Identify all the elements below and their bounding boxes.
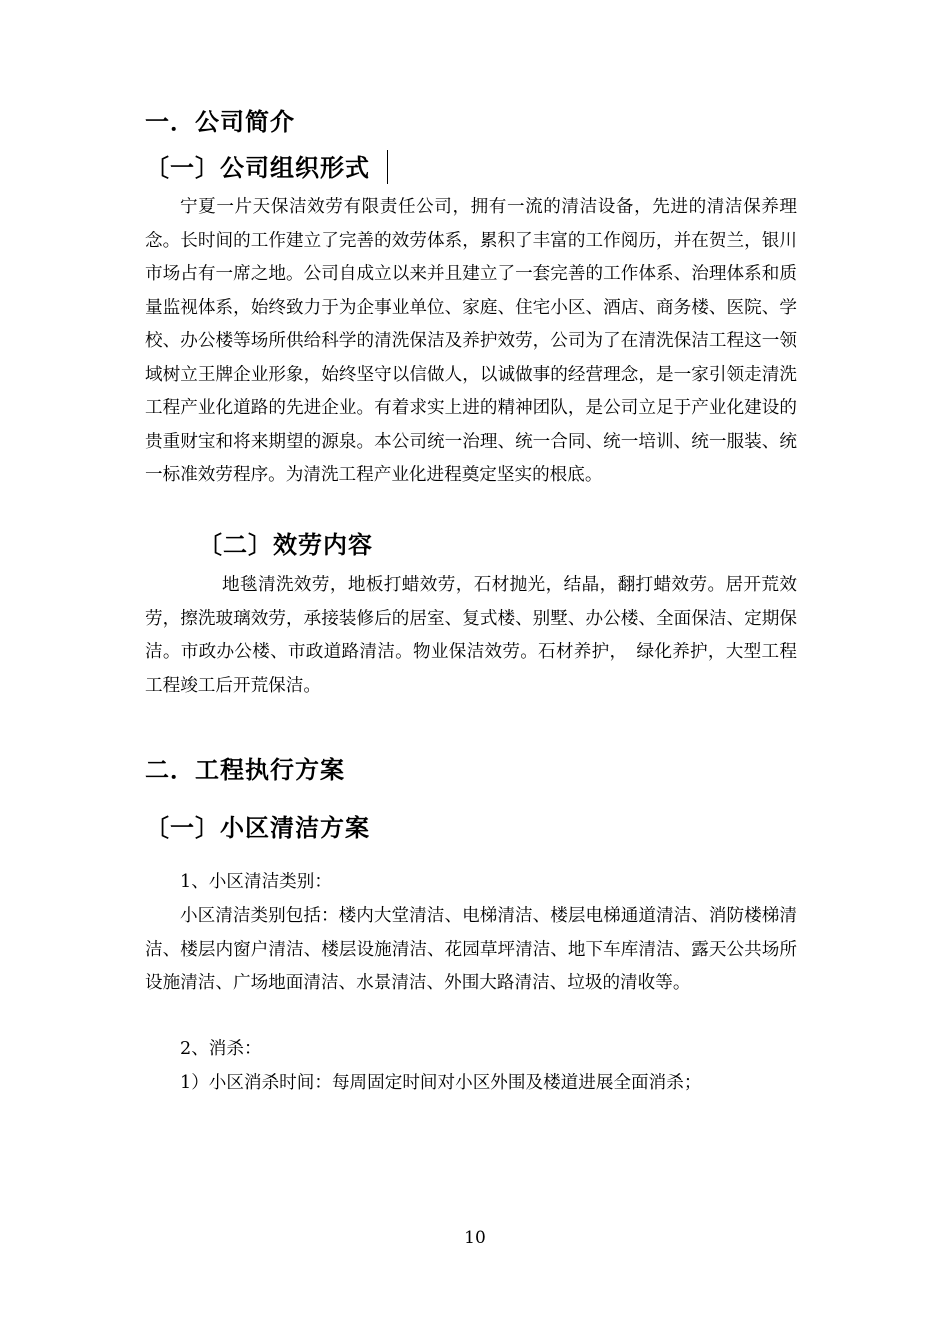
item-2-label: 2、消杀：	[180, 1039, 262, 1059]
text-cursor	[387, 150, 388, 184]
section-2-1-heading: 〔一〕小区清洁方案	[145, 814, 370, 842]
company-intro-paragraph: 宁夏一片天保洁效劳有限责任公司，拥有一流的清洁设备，先进的清洁保养理念。长时间的工作建立了完善的效劳体系，累积了丰富的工作阅历，并在贺兰，银川市场占有一席之地。公司自成立以来并且建立了一套完善的工作体系、治理体系和质量监视体系，始终致力于为企事业单位、家庭、住宅小区、酒店、商务楼、医院、学校、办公楼等场所供给科学的清洗保洁及养护效劳，公司为了在清洗保洁工程这一领域树立王牌企业形象，始终坚守以信做人，以诚做事的经营理念，是一家引领走清洗工程产业化道路的先进企业。有着求实上进的精神团队，是公司立足于产业化建设的贵重财宝和将来期望的源泉。本公司统一治理、统一合同、统一培训、统一服装、统一标准效劳程序。为清洗工程产业化进程奠定坚实的根底。	[145, 197, 797, 485]
service-content-paragraph: 地毯清洗效劳，地板打蜡效劳，石材抛光，结晶，翻打蜡效劳。居开荒效劳，擦洗玻璃效劳，承接装修后的居室、复式楼、别墅、办公楼、全面保洁、定期保洁。市政办公楼、市政道路清洁。物业保洁效劳。石材养护， 绿化养护，大型工程工程竣工后开荒保洁。	[145, 575, 797, 696]
section-1-heading: 一．公司简介	[145, 108, 295, 136]
section-2-heading: 二．工程执行方案	[145, 756, 345, 784]
section-1-2-heading: 〔二〕效劳内容	[198, 531, 373, 559]
item-1-label: 1、小区清洁类别：	[180, 872, 332, 892]
item-2-sub-1: 1）小区消杀时间：每周固定时间对小区外围及楼道进展全面消杀；	[180, 1073, 702, 1093]
item-1-paragraph: 小区清洁类别包括：楼内大堂清洁、电梯清洁、楼层电梯通道清洁、消防楼梯清洁、楼层内窗户清洁、楼层设施清洁、花园草坪清洁、地下车库清洁、露天公共场所设施清洁、广场地面清洁、水景清洁、外围大路清洁、垃圾的清收等。	[145, 906, 797, 993]
page-number: 10	[464, 1228, 486, 1248]
section-1-1-heading: 〔一〕公司组织形式	[145, 154, 370, 182]
